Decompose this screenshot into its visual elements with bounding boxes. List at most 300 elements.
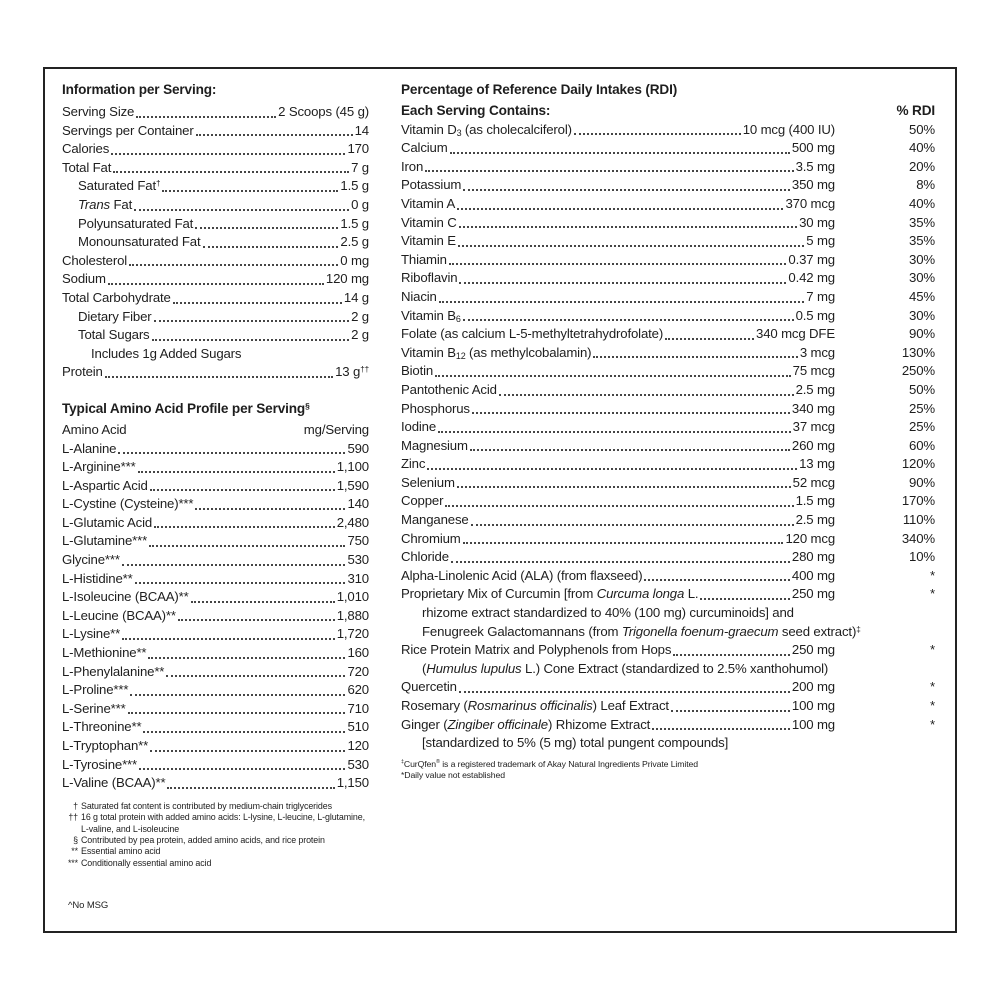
info-row bbox=[62, 345, 369, 364]
rdi-row-percent: 130% bbox=[901, 344, 935, 360]
rdi-row-value: 52 mcg bbox=[792, 474, 835, 490]
rdi-row-value: 370 mcg bbox=[785, 195, 835, 211]
rdi-row bbox=[401, 325, 935, 344]
dot-leader bbox=[108, 283, 324, 285]
amino-row bbox=[62, 681, 369, 700]
dot-leader bbox=[143, 731, 345, 733]
dot-leader bbox=[457, 208, 783, 210]
rdi-row bbox=[401, 548, 935, 567]
info-row bbox=[62, 140, 369, 159]
rdi-row-main bbox=[401, 325, 835, 344]
dot-leader bbox=[105, 376, 333, 378]
rdi-row bbox=[401, 474, 935, 493]
dot-leader bbox=[450, 152, 790, 154]
rdi-row bbox=[401, 400, 935, 419]
amino-row-label: L-Alanine bbox=[62, 440, 117, 456]
dot-leader bbox=[122, 638, 335, 640]
rdi-row bbox=[401, 251, 935, 270]
rdi-row-main bbox=[401, 288, 835, 307]
info-row-value: 1.5 g bbox=[340, 178, 369, 194]
amino-row-label: L-Glutamine*** bbox=[62, 533, 148, 549]
rdi-row-percent: 90% bbox=[909, 474, 935, 490]
dot-leader bbox=[203, 246, 339, 248]
rdi-row-main bbox=[401, 697, 835, 716]
info-row-value: 0 g bbox=[351, 196, 369, 212]
no-msg-note: ^No MSG bbox=[68, 900, 109, 911]
amino-row bbox=[62, 551, 369, 570]
rdi-row-value: 0.37 mg bbox=[788, 251, 835, 267]
amino-row-label: L-Proline*** bbox=[62, 682, 129, 698]
dot-leader bbox=[111, 153, 345, 155]
rdi-row bbox=[401, 585, 935, 604]
rdi-row-value: 2.5 mg bbox=[795, 512, 835, 528]
rdi-row-percent: 35% bbox=[909, 214, 935, 230]
rdi-row-value: 37 mcg bbox=[792, 419, 835, 435]
rdi-row-main bbox=[401, 381, 835, 400]
amino-row-value: 590 bbox=[347, 440, 369, 456]
rdi-row-main bbox=[401, 158, 835, 177]
amino-header-unit: mg/Serving bbox=[303, 421, 369, 437]
rdi-row-label: Iodine bbox=[401, 419, 437, 435]
rdi-row-value: 100 mg bbox=[791, 716, 835, 732]
dot-leader bbox=[173, 302, 342, 304]
dot-leader bbox=[665, 338, 754, 340]
rdi-row-label: Quercetin bbox=[401, 679, 457, 695]
rdi-row-main bbox=[401, 251, 835, 270]
rdi-row-continuation: [standardized to 5% (5 mg) total pungent compounds] bbox=[422, 735, 729, 751]
rdi-row-percent: 30% bbox=[909, 270, 935, 286]
footnote-mark: † bbox=[73, 800, 78, 811]
amino-row bbox=[62, 700, 369, 719]
rdi-row-value: 5 mg bbox=[806, 233, 835, 249]
footnote bbox=[62, 835, 369, 846]
rdi-row-main bbox=[401, 195, 835, 214]
rdi-rows bbox=[401, 121, 935, 753]
rdi-row-main bbox=[401, 716, 835, 735]
amino-row-value: 620 bbox=[347, 682, 369, 698]
rdi-row-continuation: rhizome extract standardized to 40% (100 mg) curcuminoids] and bbox=[422, 605, 794, 621]
rdi-row-percent: * bbox=[930, 679, 935, 695]
footnote-mark: †† bbox=[68, 812, 78, 823]
dot-leader bbox=[178, 619, 335, 621]
dot-leader bbox=[439, 301, 805, 303]
rdi-row bbox=[401, 716, 935, 735]
rdi-row-main bbox=[401, 307, 835, 326]
rdi-row bbox=[401, 158, 935, 177]
rdi-row bbox=[401, 697, 935, 716]
rdi-row-value: 75 mcg bbox=[792, 363, 835, 379]
info-row-value: 7 g bbox=[351, 159, 369, 175]
info-row bbox=[62, 289, 369, 308]
footnote-mark: ** bbox=[71, 846, 78, 857]
info-row bbox=[62, 252, 369, 271]
rdi-row bbox=[401, 344, 935, 363]
dot-leader bbox=[458, 245, 804, 247]
dot-leader bbox=[195, 508, 345, 510]
dot-leader bbox=[149, 545, 345, 547]
rdi-row-main bbox=[401, 492, 835, 511]
rdi-row-main bbox=[401, 139, 835, 158]
rdi-row-label: Zinc bbox=[401, 456, 426, 472]
amino-row-value: 120 bbox=[347, 738, 369, 753]
rdi-row-label: Chromium bbox=[401, 530, 461, 546]
dot-leader bbox=[122, 564, 346, 566]
info-row-value: 2 g bbox=[351, 308, 369, 324]
rdi-row-main bbox=[401, 214, 835, 233]
rdi-row-percent: 120% bbox=[901, 456, 935, 472]
dot-leader bbox=[671, 710, 790, 712]
dot-leader bbox=[470, 449, 790, 451]
rdi-row-label: Potassium bbox=[401, 177, 462, 193]
rdi-row-percent: * bbox=[930, 586, 935, 602]
rdi-row-label: Rice Protein Matrix and Polyphenols from Hops bbox=[401, 642, 672, 658]
info-row-label: Dietary Fiber bbox=[78, 308, 152, 324]
dot-leader bbox=[457, 486, 791, 488]
rdi-row-percent: 60% bbox=[909, 437, 935, 453]
amino-row-value: 310 bbox=[347, 570, 369, 586]
dot-leader bbox=[128, 712, 346, 714]
dot-leader bbox=[150, 489, 335, 491]
rdi-row-continuation: Fenugreek Galactomannans (from Trigonella foenum-graecum seed extract)‡ bbox=[422, 623, 861, 639]
amino-row bbox=[62, 440, 369, 459]
rdi-footnote: ‡CurQfen® is a registered trademark of Akay Natural Ingredients Private Limited bbox=[401, 758, 698, 769]
rdi-row-label: Selenium bbox=[401, 474, 455, 490]
amino-row-value: 720 bbox=[347, 663, 369, 679]
amino-row-value: 710 bbox=[347, 700, 369, 716]
rdi-row-label: Manganese bbox=[401, 512, 469, 528]
amino-row-label: L-Glutamic Acid bbox=[62, 514, 153, 530]
info-title: Information per Serving: bbox=[62, 82, 217, 97]
rdi-row-value: 200 mg bbox=[791, 679, 835, 695]
info-column bbox=[62, 82, 369, 869]
info-row-value: 14 g bbox=[343, 289, 369, 305]
rdi-row bbox=[401, 288, 935, 307]
rdi-header bbox=[401, 102, 935, 121]
rdi-row-label: Ginger (Zingiber officinale) Rhizome Extract bbox=[401, 716, 651, 732]
rdi-row bbox=[401, 567, 935, 586]
rdi-row bbox=[401, 418, 935, 437]
rdi-row-percent: 35% bbox=[909, 233, 935, 249]
rdi-row-label: Vitamin $D_3$ (as cholecalciferol) bbox=[401, 121, 572, 139]
amino-row-value: 1,880 bbox=[336, 607, 369, 623]
dot-leader bbox=[166, 675, 345, 677]
rdi-row-percent: * bbox=[930, 642, 935, 658]
amino-row-label: L-Serine*** bbox=[62, 700, 126, 716]
dot-leader bbox=[167, 787, 334, 789]
amino-row-label: L-Arginine*** bbox=[62, 459, 136, 475]
footnote bbox=[62, 801, 369, 812]
info-row-value: 2.5 g bbox=[340, 234, 369, 250]
dot-leader bbox=[148, 657, 345, 659]
rdi-row-label: Magnesium bbox=[401, 437, 468, 453]
rdi-row-label: Vitamin E bbox=[401, 233, 456, 249]
dot-leader bbox=[138, 471, 335, 473]
rdi-row-value: 0.5 mg bbox=[795, 307, 835, 323]
rdi-row bbox=[401, 511, 935, 530]
info-row bbox=[62, 122, 369, 141]
rdi-row-percent: 110% bbox=[902, 512, 935, 528]
amino-row bbox=[62, 588, 369, 607]
amino-row-label: L-Valine (BCAA)** bbox=[62, 775, 166, 791]
amino-row bbox=[62, 570, 369, 589]
rdi-row-percent: 10% bbox=[909, 549, 935, 565]
rdi-row-value: 100 mg bbox=[791, 698, 835, 713]
rdi-row bbox=[401, 121, 935, 140]
rdi-row-value: 0.42 mg bbox=[788, 270, 835, 286]
amino-footnotes bbox=[62, 801, 369, 869]
dot-leader bbox=[463, 189, 790, 191]
info-row-value: 170 bbox=[347, 141, 369, 157]
dot-leader bbox=[154, 320, 350, 322]
rdi-row-main bbox=[401, 678, 835, 697]
dot-leader bbox=[673, 654, 790, 656]
rdi-row bbox=[401, 437, 935, 456]
rdi-row bbox=[401, 492, 935, 511]
rdi-row-percent: * bbox=[930, 698, 935, 713]
rdi-row-percent: 90% bbox=[909, 326, 935, 342]
amino-row bbox=[62, 644, 369, 663]
amino-row-label: L-Histidine** bbox=[62, 570, 133, 586]
rdi-row-label: Niacin bbox=[401, 288, 437, 304]
rdi-row-value: 350 mg bbox=[791, 177, 835, 193]
dot-leader bbox=[435, 375, 791, 377]
info-row-value: 1.5 g bbox=[340, 215, 369, 231]
info-row bbox=[62, 103, 369, 122]
amino-row-value: 140 bbox=[347, 496, 369, 512]
info-row bbox=[62, 308, 369, 327]
info-row bbox=[62, 270, 369, 289]
amino-row-label: L-Leucine (BCAA)** bbox=[62, 607, 176, 623]
rdi-row-percent: 30% bbox=[909, 307, 935, 323]
dot-leader bbox=[162, 190, 338, 192]
rdi-footnote: *Daily value not established bbox=[401, 769, 505, 780]
info-row-label: Saturated Fat† bbox=[78, 178, 161, 194]
footnote-text: 16 g total protein with added amino acids: L-lysine, L-leucine, L-glutamine, L-valine, and L-isoleucine bbox=[81, 812, 365, 834]
dot-leader bbox=[471, 524, 794, 526]
rdi-header-percent: % RDI bbox=[896, 103, 935, 118]
info-row bbox=[62, 233, 369, 252]
info-row-value: 2 g bbox=[351, 327, 369, 343]
rdi-row-value: 7 mg bbox=[806, 288, 835, 304]
amino-row bbox=[62, 458, 369, 477]
rdi-row-main bbox=[401, 511, 835, 530]
dot-leader bbox=[425, 170, 793, 172]
dot-leader bbox=[451, 561, 790, 563]
amino-row bbox=[62, 477, 369, 496]
rdi-row-label: Phosphorus bbox=[401, 400, 470, 416]
amino-row-label: L-Aspartic Acid bbox=[62, 477, 148, 493]
dot-leader bbox=[150, 750, 345, 752]
amino-row-value: 160 bbox=[347, 645, 369, 661]
amino-row bbox=[62, 514, 369, 533]
amino-row-value: 1,100 bbox=[336, 459, 369, 475]
dot-leader bbox=[152, 339, 350, 341]
info-row-label: Polyunsaturated Fat bbox=[78, 215, 194, 231]
amino-row-value: 510 bbox=[347, 719, 369, 735]
rdi-row-value: 250 mg bbox=[791, 586, 835, 602]
amino-row-value: 1,720 bbox=[336, 626, 369, 642]
rdi-row-value: 340 mg bbox=[791, 400, 835, 416]
amino-row bbox=[62, 737, 369, 756]
rdi-row bbox=[401, 176, 935, 195]
rdi-row bbox=[401, 307, 935, 326]
info-row-label: Cholesterol bbox=[62, 252, 128, 268]
rdi-row-label: Vitamin C bbox=[401, 214, 457, 230]
info-row-label: Total Fat bbox=[62, 159, 112, 175]
footnote bbox=[62, 858, 369, 869]
rdi-row-main bbox=[401, 585, 835, 604]
footnote-text: Conditionally essential amino acid bbox=[81, 857, 212, 868]
rdi-row-percent: 45% bbox=[909, 288, 935, 304]
dot-leader bbox=[463, 319, 794, 321]
rdi-row-label: Folate (as calcium L-5-methyltetrahydrofolate) bbox=[401, 326, 664, 342]
dot-leader bbox=[445, 505, 793, 507]
dot-leader bbox=[129, 264, 338, 266]
info-row-label: Trans Fat bbox=[78, 196, 133, 212]
dot-leader bbox=[463, 542, 784, 544]
info-row-label: Calories bbox=[62, 141, 110, 157]
info-row bbox=[62, 196, 369, 215]
rdi-header-label: Each Serving Contains: bbox=[401, 103, 551, 118]
rdi-row-percent: 25% bbox=[909, 419, 935, 435]
amino-rows bbox=[62, 440, 369, 793]
rdi-row-main bbox=[401, 269, 835, 288]
dot-leader bbox=[459, 226, 798, 228]
rdi-row-label: Vitamin $B_6$ bbox=[401, 307, 461, 325]
rdi-row bbox=[401, 381, 935, 400]
info-row bbox=[62, 215, 369, 234]
info-row bbox=[62, 363, 369, 382]
amino-row bbox=[62, 532, 369, 551]
amino-row-label: L-Tryptophan** bbox=[62, 738, 149, 753]
amino-row-label: Glycine*** bbox=[62, 552, 120, 568]
dot-leader bbox=[139, 768, 345, 770]
amino-row-label: L-Tyrosine*** bbox=[62, 756, 138, 772]
rdi-row bbox=[401, 139, 935, 158]
amino-row bbox=[62, 774, 369, 793]
amino-row-value: 530 bbox=[347, 756, 369, 772]
rdi-row-label: Copper bbox=[401, 493, 444, 509]
rdi-row-main bbox=[401, 400, 835, 419]
footnote-text: Essential amino acid bbox=[81, 846, 161, 857]
rdi-row-main bbox=[401, 437, 835, 456]
dot-leader bbox=[113, 171, 349, 173]
rdi-row-percent: 40% bbox=[909, 195, 935, 211]
rdi-row-value: 500 mg bbox=[791, 140, 835, 156]
rdi-row-value: 30 mg bbox=[799, 214, 835, 230]
rdi-row-label: Thiamin bbox=[401, 251, 447, 267]
rdi-row-percent: 30% bbox=[909, 251, 935, 267]
rdi-row-value: 13 mg bbox=[799, 456, 835, 472]
info-row-value: 14 bbox=[354, 122, 369, 138]
info-row-label: Servings per Container bbox=[62, 122, 194, 138]
rdi-row-value: 280 mg bbox=[791, 549, 835, 565]
dot-leader bbox=[459, 282, 786, 284]
amino-row bbox=[62, 625, 369, 644]
dot-leader bbox=[196, 134, 353, 136]
amino-row bbox=[62, 607, 369, 626]
rdi-footnotes bbox=[401, 759, 935, 781]
info-row-label: Monounsaturated Fat bbox=[78, 234, 201, 250]
rdi-row-main bbox=[401, 121, 835, 140]
footnote-mark: *** bbox=[67, 857, 78, 868]
rdi-row-main bbox=[401, 176, 835, 195]
dot-leader bbox=[136, 116, 276, 118]
amino-row-label: L-Cystine (Cysteine)*** bbox=[62, 496, 194, 512]
rdi-row-value: 3 mcg bbox=[799, 344, 835, 360]
rdi-row-value: 250 mg bbox=[791, 642, 835, 658]
rdi-row-main bbox=[401, 548, 835, 567]
rdi-row-percent: 50% bbox=[909, 381, 935, 397]
dot-leader bbox=[574, 133, 741, 135]
rdi-row-percent: 340% bbox=[901, 530, 935, 546]
rdi-row-percent: * bbox=[930, 567, 935, 583]
rdi-row-percent: * bbox=[930, 716, 935, 732]
amino-row-value: 2,480 bbox=[336, 514, 369, 530]
rdi-row-continuation: (Humulus lupulus L.) Cone Extract (standardized to 2.5% xanthohumol) bbox=[422, 660, 829, 676]
dot-leader bbox=[438, 431, 791, 433]
info-row-label: Sodium bbox=[62, 271, 106, 287]
rdi-row-label: Riboflavin bbox=[401, 270, 458, 286]
amino-row-value: 530 bbox=[347, 552, 369, 568]
rdi-row-label: Chloride bbox=[401, 549, 449, 565]
info-row bbox=[62, 159, 369, 178]
dot-leader bbox=[191, 601, 335, 603]
info-row-value: 13 g†† bbox=[335, 364, 369, 380]
rdi-row-percent: 25% bbox=[909, 400, 935, 416]
rdi-row-label: Iron bbox=[401, 158, 424, 174]
rdi-row-value: 1.5 mg bbox=[795, 493, 835, 509]
footnote-text: Saturated fat content is contributed by medium-chain triglycerides bbox=[81, 800, 332, 811]
rdi-row-value: 260 mg bbox=[791, 437, 835, 453]
rdi-row bbox=[401, 530, 935, 549]
dot-leader bbox=[652, 728, 790, 730]
amino-header bbox=[62, 421, 369, 440]
info-row-label: Serving Size bbox=[62, 104, 135, 119]
rdi-row bbox=[401, 678, 935, 697]
dot-leader bbox=[449, 263, 787, 265]
rdi-row-main bbox=[401, 418, 835, 437]
rdi-row-percent: 250% bbox=[901, 363, 935, 379]
amino-row bbox=[62, 495, 369, 514]
rdi-row-value: 340 mcg DFE bbox=[756, 326, 835, 342]
rdi-row-main bbox=[401, 474, 835, 493]
dot-leader bbox=[135, 582, 346, 584]
dot-leader bbox=[472, 412, 790, 414]
amino-row bbox=[62, 756, 369, 775]
rdi-row-label: Rosemary (Rosmarinus officinalis) Leaf Extract bbox=[401, 698, 669, 713]
rdi-column bbox=[401, 82, 935, 781]
rdi-row-percent: 8% bbox=[916, 177, 935, 193]
rdi-row-label: Calcium bbox=[401, 140, 448, 156]
rdi-row-main bbox=[401, 455, 835, 474]
info-row bbox=[62, 326, 369, 345]
rdi-row-main bbox=[401, 362, 835, 381]
info-row-label: Protein bbox=[62, 364, 103, 380]
rdi-row-main bbox=[401, 641, 835, 660]
dot-leader bbox=[459, 691, 790, 693]
rdi-row-percent: 50% bbox=[909, 121, 935, 137]
info-row-label: Includes 1g Added Sugars bbox=[91, 345, 242, 361]
amino-title: Typical Amino Acid Profile per Serving§ bbox=[62, 400, 310, 416]
dot-leader bbox=[700, 598, 790, 600]
rdi-row-label: Alpha-Linolenic Acid (ALA) (from flaxseed) bbox=[401, 567, 643, 583]
supplement-facts-panel bbox=[43, 67, 957, 933]
rdi-row-main bbox=[401, 344, 835, 363]
amino-row bbox=[62, 663, 369, 682]
rdi-row-value: 2.5 mg bbox=[795, 381, 835, 397]
amino-row-value: 1,590 bbox=[336, 477, 369, 493]
